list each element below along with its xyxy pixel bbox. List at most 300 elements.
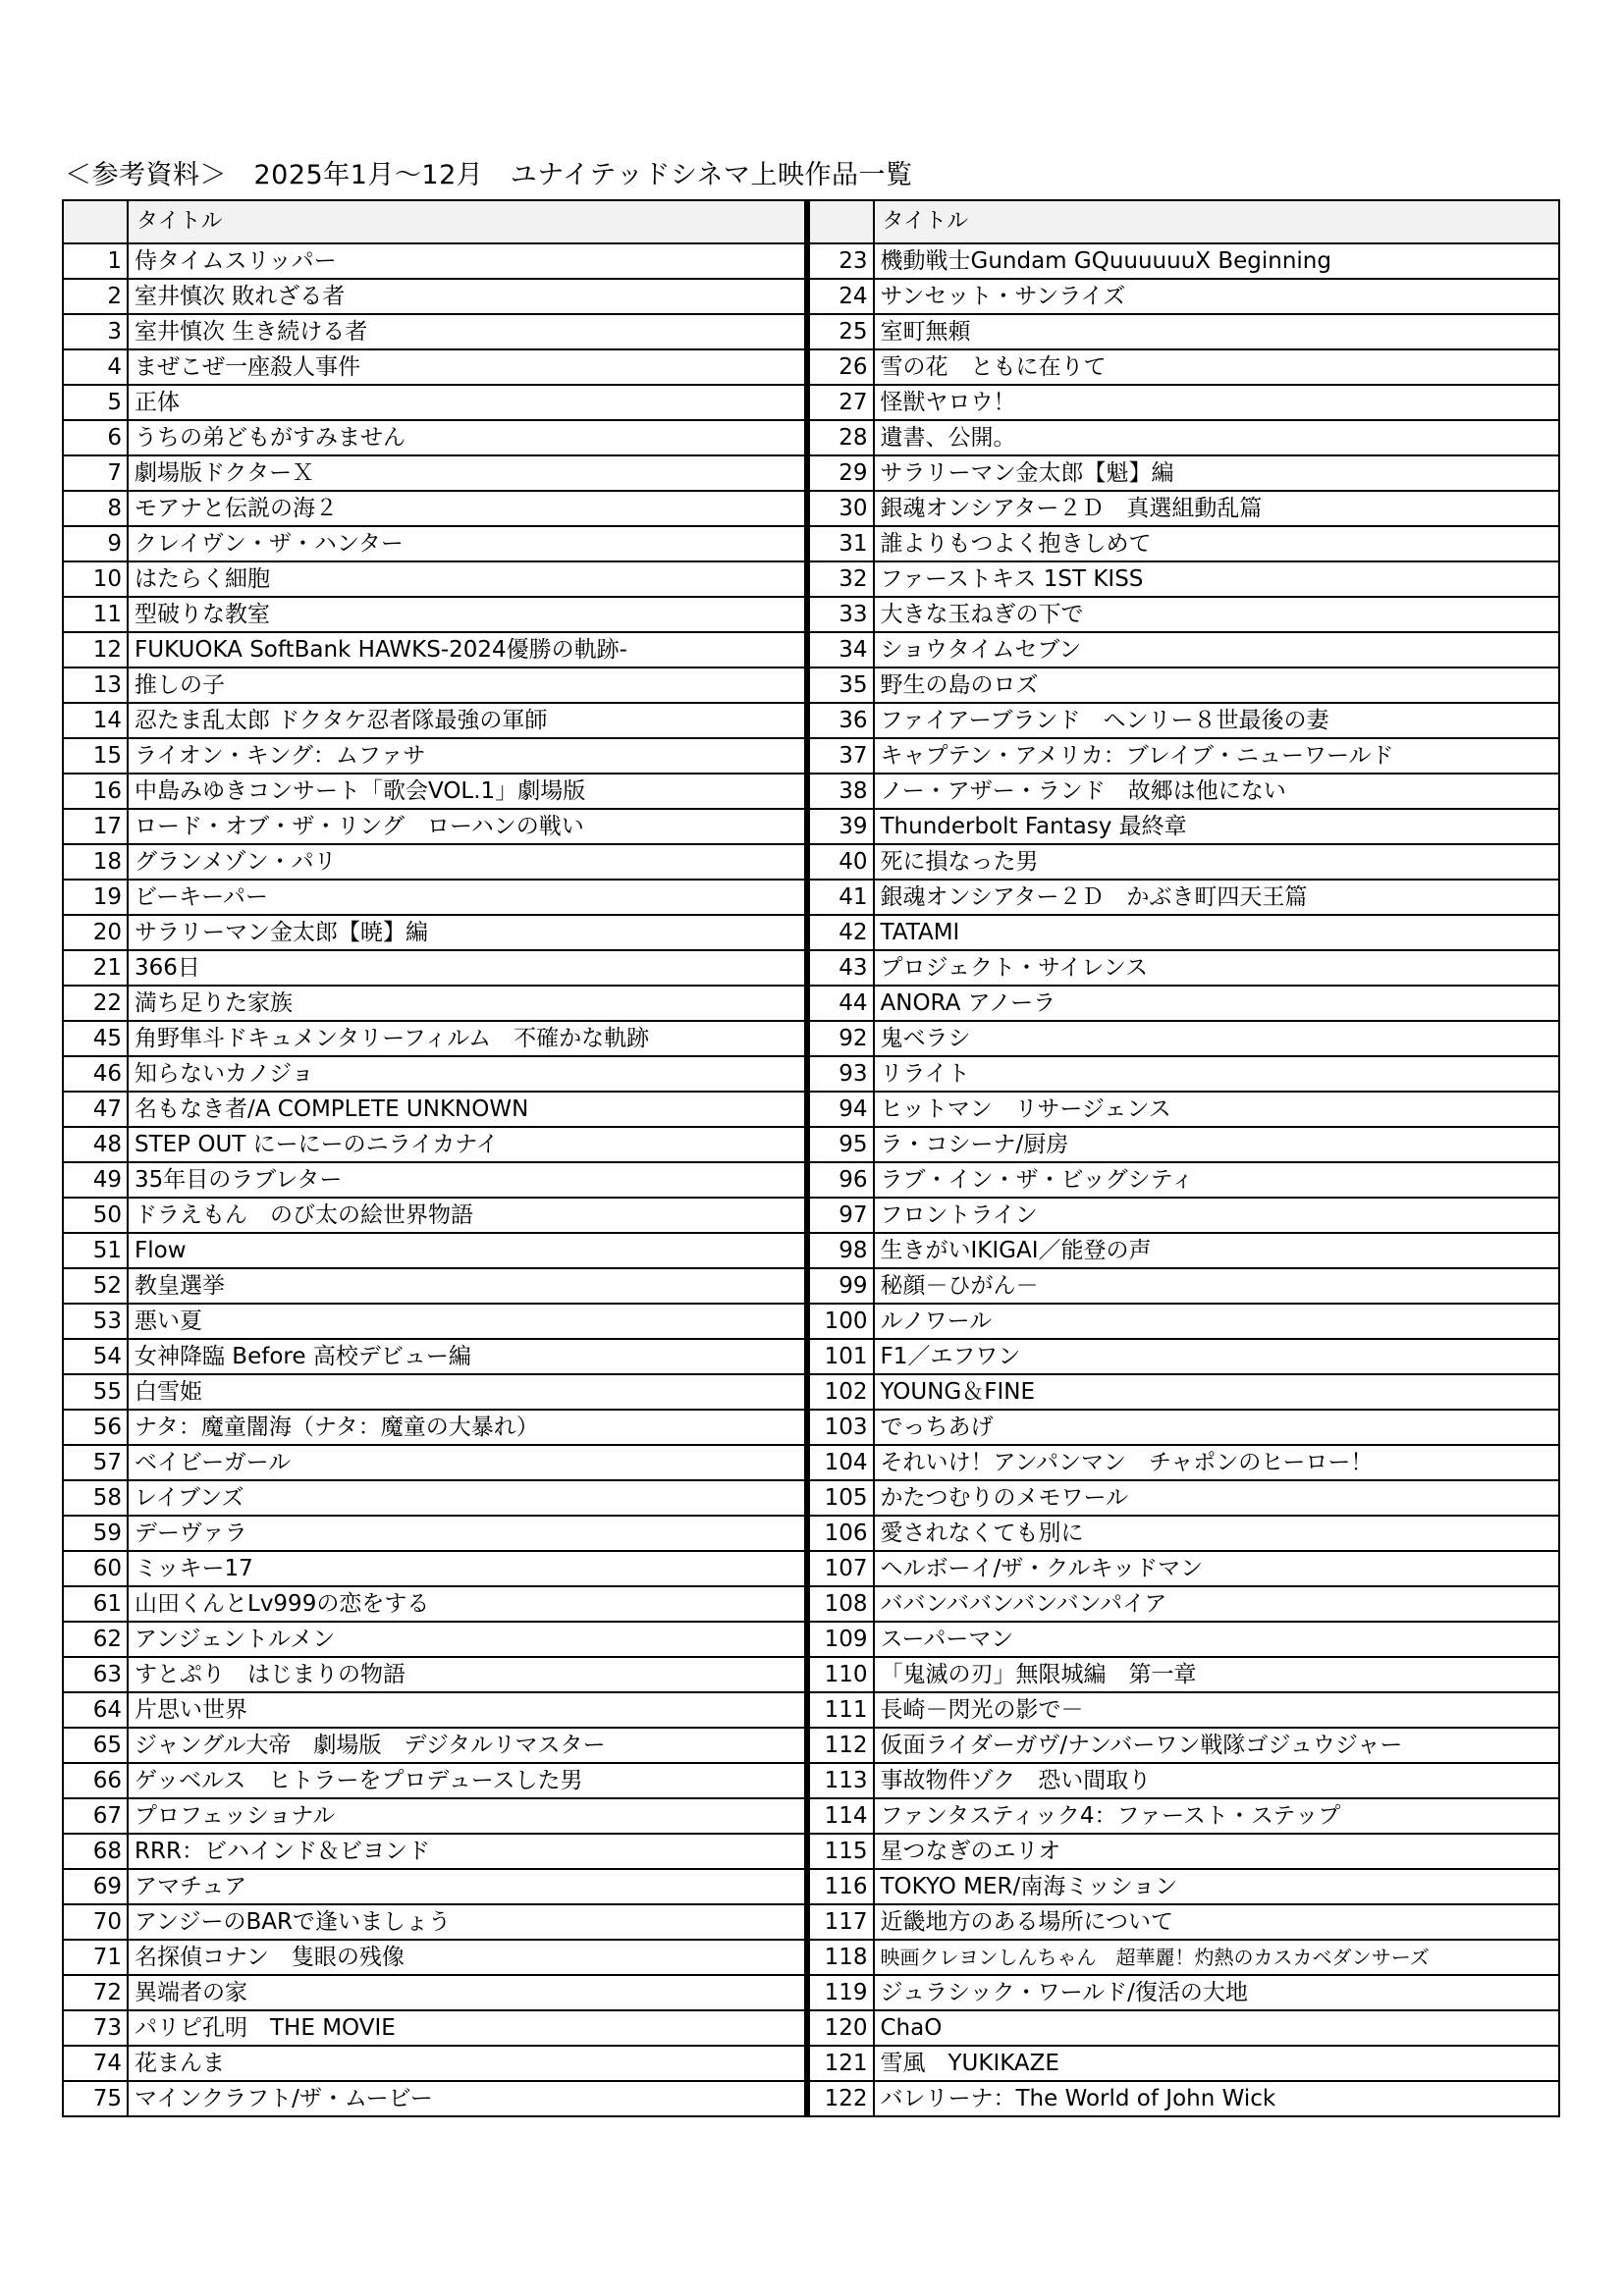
movie-title: キャプテン・アメリカ：ブレイブ・ニューワールド xyxy=(874,738,1560,774)
table-row xyxy=(63,420,806,455)
movie-title: 室町無頼 xyxy=(874,314,1560,349)
row-number: 116 xyxy=(809,1869,874,1904)
movie-title: 異端者の家 xyxy=(128,1975,806,2010)
row-number: 18 xyxy=(63,844,128,880)
table-row xyxy=(63,1551,806,1586)
table-row xyxy=(809,1869,1560,1904)
row-number: 15 xyxy=(63,738,128,774)
table-row xyxy=(809,2081,1560,2116)
row-number: 11 xyxy=(63,597,128,632)
row-number: 66 xyxy=(63,1763,128,1798)
movie-title: 女神降臨 Before 高校デビュー編 xyxy=(128,1339,806,1374)
movie-title: 白雪姫 xyxy=(128,1374,806,1410)
row-number: 21 xyxy=(63,950,128,986)
row-number: 6 xyxy=(63,420,128,455)
table-row xyxy=(63,1692,806,1728)
row-number: 42 xyxy=(809,915,874,950)
row-number: 36 xyxy=(809,703,874,738)
movie-title: すとぷり はじまりの物語 xyxy=(128,1657,806,1692)
row-number: 8 xyxy=(63,491,128,526)
table-row xyxy=(809,1445,1560,1480)
table-row xyxy=(63,597,806,632)
row-number: 103 xyxy=(809,1410,874,1445)
table-row xyxy=(63,1410,806,1445)
movie-title: Thunderbolt Fantasy 最終章 xyxy=(874,809,1560,844)
movie-title: 室井慎次 生き続ける者 xyxy=(128,314,806,349)
table-row xyxy=(809,1692,1560,1728)
row-number: 49 xyxy=(63,1162,128,1198)
row-number: 29 xyxy=(809,455,874,491)
row-number: 59 xyxy=(63,1516,128,1551)
table-row xyxy=(809,1162,1560,1198)
table-header-row xyxy=(63,200,806,243)
number-column-header xyxy=(809,200,874,243)
movie-title: 愛されなくても別に xyxy=(874,1516,1560,1551)
movie-title: 山田くんとLv999の恋をする xyxy=(128,1586,806,1622)
table-row xyxy=(809,1410,1560,1445)
movie-title: ゲッベルス ヒトラーをプロデュースした男 xyxy=(128,1763,806,1798)
row-number: 75 xyxy=(63,2081,128,2116)
row-number: 27 xyxy=(809,385,874,420)
table-row xyxy=(809,809,1560,844)
table-body-right xyxy=(809,243,1560,2116)
row-number: 53 xyxy=(63,1304,128,1339)
table-row xyxy=(809,526,1560,561)
movie-title: 悪い夏 xyxy=(128,1304,806,1339)
movie-title: F1／エフワン xyxy=(874,1339,1560,1374)
movie-title: ジュラシック・ワールド/復活の大地 xyxy=(874,1975,1560,2010)
movie-title: マインクラフト/ザ・ムービー xyxy=(128,2081,806,2116)
table-row xyxy=(63,1798,806,1834)
movie-title: 長崎－閃光の影で－ xyxy=(874,1692,1560,1728)
row-number: 104 xyxy=(809,1445,874,1480)
movie-title: でっちあげ xyxy=(874,1410,1560,1445)
row-number: 4 xyxy=(63,349,128,385)
movie-title: バレリーナ：The World of John Wick xyxy=(874,2081,1560,2116)
table-row xyxy=(809,2046,1560,2081)
movie-title: ファンタスティック4：ファースト・ステップ xyxy=(874,1798,1560,1834)
row-number: 48 xyxy=(63,1127,128,1162)
row-number: 9 xyxy=(63,526,128,561)
table-row xyxy=(809,1198,1560,1233)
table-row xyxy=(63,1622,806,1657)
movie-title: 事故物件ゾク 恐い間取り xyxy=(874,1763,1560,1798)
table-row xyxy=(63,385,806,420)
row-number: 61 xyxy=(63,1586,128,1622)
table-row xyxy=(809,1092,1560,1127)
table-row xyxy=(63,1445,806,1480)
row-number: 32 xyxy=(809,561,874,597)
movie-title: ANORA アノーラ xyxy=(874,986,1560,1021)
movie-title: 名もなき者/A COMPLETE UNKNOWN xyxy=(128,1092,806,1127)
row-number: 55 xyxy=(63,1374,128,1410)
table-row xyxy=(809,915,1560,950)
table-row xyxy=(809,491,1560,526)
row-number: 62 xyxy=(63,1622,128,1657)
movie-title: パリピ孔明 THE MOVIE xyxy=(128,2010,806,2046)
movie-title: ファーストキス 1ST KISS xyxy=(874,561,1560,597)
movie-title: アンジーのBARで逢いましょう xyxy=(128,1904,806,1940)
movie-title: ラブ・イン・ザ・ビッグシティ xyxy=(874,1162,1560,1198)
table-row xyxy=(809,1622,1560,1657)
row-number: 117 xyxy=(809,1904,874,1940)
table-row xyxy=(809,667,1560,703)
row-number: 73 xyxy=(63,2010,128,2046)
row-number: 118 xyxy=(809,1940,874,1975)
row-number: 68 xyxy=(63,1834,128,1869)
movie-title: TOKYO MER/南海ミッション xyxy=(874,1869,1560,1904)
row-number: 94 xyxy=(809,1092,874,1127)
movie-title: 片思い世界 xyxy=(128,1692,806,1728)
table-row xyxy=(63,1021,806,1056)
table-row xyxy=(63,1480,806,1516)
movie-title: かたつむりのメモワール xyxy=(874,1480,1560,1516)
table-row xyxy=(63,844,806,880)
table-row xyxy=(809,632,1560,667)
movie-title: ルノワール xyxy=(874,1304,1560,1339)
row-number: 74 xyxy=(63,2046,128,2081)
movie-title: 雪の花 ともに在りて xyxy=(874,349,1560,385)
movie-title: デーヴァラ xyxy=(128,1516,806,1551)
table-row xyxy=(809,880,1560,915)
table-row xyxy=(809,1374,1560,1410)
row-number: 46 xyxy=(63,1056,128,1092)
row-number: 30 xyxy=(809,491,874,526)
row-number: 33 xyxy=(809,597,874,632)
table-row xyxy=(63,2046,806,2081)
row-number: 98 xyxy=(809,1233,874,1268)
row-number: 20 xyxy=(63,915,128,950)
table-row xyxy=(809,1763,1560,1798)
number-column-header xyxy=(63,200,128,243)
row-number: 100 xyxy=(809,1304,874,1339)
movie-title: ロード・オブ・ザ・リング ローハンの戦い xyxy=(128,809,806,844)
row-number: 72 xyxy=(63,1975,128,2010)
row-number: 92 xyxy=(809,1021,874,1056)
movie-title: まぜこぜ一座殺人事件 xyxy=(128,349,806,385)
table-row xyxy=(63,314,806,349)
movie-title: 角野隼斗ドキュメンタリーフィルム 不確かな軌跡 xyxy=(128,1021,806,1056)
table-row xyxy=(809,738,1560,774)
title-column-header: タイトル xyxy=(874,200,1560,243)
movie-title: ライオン・キング：ムファサ xyxy=(128,738,806,774)
table-row xyxy=(809,703,1560,738)
table-row xyxy=(809,774,1560,809)
row-number: 60 xyxy=(63,1551,128,1586)
row-number: 105 xyxy=(809,1480,874,1516)
movie-title: RRR：ビハインド＆ビヨンド xyxy=(128,1834,806,1869)
row-number: 38 xyxy=(809,774,874,809)
row-number: 106 xyxy=(809,1516,874,1551)
row-number: 115 xyxy=(809,1834,874,1869)
row-number: 41 xyxy=(809,880,874,915)
row-number: 39 xyxy=(809,809,874,844)
row-number: 71 xyxy=(63,1940,128,1975)
row-number: 70 xyxy=(63,1904,128,1940)
row-number: 57 xyxy=(63,1445,128,1480)
table-row xyxy=(63,1834,806,1869)
movie-title: サラリーマン金太郎【魁】編 xyxy=(874,455,1560,491)
row-number: 23 xyxy=(809,243,874,279)
row-number: 14 xyxy=(63,703,128,738)
table-row xyxy=(809,349,1560,385)
movie-title: ChaO xyxy=(874,2010,1560,2046)
movie-title: ノー・アザー・ランド 故郷は他にない xyxy=(874,774,1560,809)
table-row xyxy=(809,1834,1560,1869)
movie-title: STEP OUT にーにーのニライカナイ xyxy=(128,1127,806,1162)
row-number: 58 xyxy=(63,1480,128,1516)
table-row xyxy=(63,1339,806,1374)
movie-title: 野生の島のロズ xyxy=(874,667,1560,703)
table-row xyxy=(63,1728,806,1763)
table-row xyxy=(809,597,1560,632)
table-row xyxy=(63,526,806,561)
movie-title: 35年目のラブレター xyxy=(128,1162,806,1198)
table-row xyxy=(63,349,806,385)
movie-title: サンセット・サンライズ xyxy=(874,279,1560,314)
table-row xyxy=(63,1268,806,1304)
table-row xyxy=(809,844,1560,880)
table-row xyxy=(63,1374,806,1410)
row-number: 56 xyxy=(63,1410,128,1445)
table-row xyxy=(809,1056,1560,1092)
movie-title: 「鬼滅の刃」無限城編 第一章 xyxy=(874,1657,1560,1692)
movie-title: 雪風 YUKIKAZE xyxy=(874,2046,1560,2081)
table-row xyxy=(809,243,1560,279)
table-row xyxy=(63,1586,806,1622)
table-row xyxy=(63,1904,806,1940)
table-row xyxy=(63,279,806,314)
row-number: 67 xyxy=(63,1798,128,1834)
row-number: 108 xyxy=(809,1586,874,1622)
table-row xyxy=(63,243,806,279)
row-number: 40 xyxy=(809,844,874,880)
table-row xyxy=(809,1657,1560,1692)
table-row xyxy=(63,1092,806,1127)
row-number: 28 xyxy=(809,420,874,455)
movie-title: 機動戦士Gundam GQuuuuuuX Beginning xyxy=(874,243,1560,279)
movie-title: 死に損なった男 xyxy=(874,844,1560,880)
row-number: 16 xyxy=(63,774,128,809)
table-row xyxy=(809,314,1560,349)
table-row xyxy=(809,1339,1560,1374)
row-number: 10 xyxy=(63,561,128,597)
row-number: 24 xyxy=(809,279,874,314)
movie-title: リライト xyxy=(874,1056,1560,1092)
table-row xyxy=(809,385,1560,420)
movie-title: YOUNG＆FINE xyxy=(874,1374,1560,1410)
table-row xyxy=(63,455,806,491)
row-number: 107 xyxy=(809,1551,874,1586)
table-row xyxy=(63,1975,806,2010)
movie-title: サラリーマン金太郎【暁】編 xyxy=(128,915,806,950)
row-number: 119 xyxy=(809,1975,874,2010)
row-number: 43 xyxy=(809,950,874,986)
row-number: 101 xyxy=(809,1339,874,1374)
row-number: 96 xyxy=(809,1162,874,1198)
row-number: 31 xyxy=(809,526,874,561)
movie-title: プロフェッショナル xyxy=(128,1798,806,1834)
movie-title: 映画クレヨンしんちゃん 超華麗！灼熱のカスカベダンサーズ xyxy=(874,1940,1560,1975)
table-row xyxy=(809,455,1560,491)
row-number: 111 xyxy=(809,1692,874,1728)
row-number: 54 xyxy=(63,1339,128,1374)
movie-title: モアナと伝説の海２ xyxy=(128,491,806,526)
table-row xyxy=(809,950,1560,986)
movie-title: 花まんま xyxy=(128,2046,806,2081)
table-row xyxy=(63,1304,806,1339)
row-number: 2 xyxy=(63,279,128,314)
table-row xyxy=(809,1798,1560,1834)
row-number: 113 xyxy=(809,1763,874,1798)
movie-title: スーパーマン xyxy=(874,1622,1560,1657)
row-number: 63 xyxy=(63,1657,128,1692)
row-number: 44 xyxy=(809,986,874,1021)
movie-title: ヘルボーイ/ザ・クルキッドマン xyxy=(874,1551,1560,1586)
row-number: 45 xyxy=(63,1021,128,1056)
movie-title: アンジェントルメン xyxy=(128,1622,806,1657)
movie-title: はたらく細胞 xyxy=(128,561,806,597)
row-number: 51 xyxy=(63,1233,128,1268)
page-title: ＜参考資料＞ 2025年1月～12月 ユナイテッドシネマ上映作品一覧 xyxy=(65,160,913,190)
movie-title: 型破りな教室 xyxy=(128,597,806,632)
table-row xyxy=(809,1516,1560,1551)
movie-title: 正体 xyxy=(128,385,806,420)
row-number: 13 xyxy=(63,667,128,703)
movie-title: 侍タイムスリッパー xyxy=(128,243,806,279)
movie-title: 銀魂オンシアター２Ｄ かぶき町四天王篇 xyxy=(874,880,1560,915)
movie-title: ジャングル大帝 劇場版 デジタルリマスター xyxy=(128,1728,806,1763)
row-number: 112 xyxy=(809,1728,874,1763)
row-number: 50 xyxy=(63,1198,128,1233)
movie-title: 知らないカノジョ xyxy=(128,1056,806,1092)
movie-title: 近畿地方のある場所について xyxy=(874,1904,1560,1940)
movie-title: 銀魂オンシアター２Ｄ 真選組動乱篇 xyxy=(874,491,1560,526)
table-row xyxy=(809,1304,1560,1339)
table-row xyxy=(63,703,806,738)
row-number: 5 xyxy=(63,385,128,420)
movie-title: ビーキーパー xyxy=(128,880,806,915)
table-row xyxy=(809,1551,1560,1586)
movie-title: 鬼ベラシ xyxy=(874,1021,1560,1056)
table-row xyxy=(63,1233,806,1268)
movie-title: 劇場版ドクターＸ xyxy=(128,455,806,491)
table-row xyxy=(63,2081,806,2116)
table-row xyxy=(63,2010,806,2046)
table-row xyxy=(63,491,806,526)
movie-title: 満ち足りた家族 xyxy=(128,986,806,1021)
movie-title: 秘顔－ひがん－ xyxy=(874,1268,1560,1304)
table-row xyxy=(809,1904,1560,1940)
row-number: 47 xyxy=(63,1092,128,1127)
row-number: 34 xyxy=(809,632,874,667)
table-row xyxy=(809,1233,1560,1268)
table-row xyxy=(63,561,806,597)
movie-title: TATAMI xyxy=(874,915,1560,950)
movie-title: ファイアーブランド ヘンリー８世最後の妻 xyxy=(874,703,1560,738)
movie-title: 大きな玉ねぎの下で xyxy=(874,597,1560,632)
table-row xyxy=(63,1763,806,1798)
row-number: 22 xyxy=(63,986,128,1021)
movie-title: ナタ：魔童闇海（ナタ：魔童の大暴れ） xyxy=(128,1410,806,1445)
movie-title: 室井慎次 敗れざる者 xyxy=(128,279,806,314)
movie-title: プロジェクト・サイレンス xyxy=(874,950,1560,986)
table-row xyxy=(809,279,1560,314)
row-number: 102 xyxy=(809,1374,874,1410)
table-row xyxy=(63,774,806,809)
table-row xyxy=(63,1940,806,1975)
table-row xyxy=(63,1127,806,1162)
row-number: 52 xyxy=(63,1268,128,1304)
movie-title: FUKUOKA SoftBank HAWKS-2024優勝の軌跡- xyxy=(128,632,806,667)
movie-title: クレイヴン・ザ・ハンター xyxy=(128,526,806,561)
row-number: 65 xyxy=(63,1728,128,1763)
row-number: 26 xyxy=(809,349,874,385)
table-row xyxy=(63,809,806,844)
titles-table-right xyxy=(807,199,1560,2117)
movie-title: ベイビーガール xyxy=(128,1445,806,1480)
movie-title: 中島みゆきコンサート「歌会VOL.1」劇場版 xyxy=(128,774,806,809)
row-number: 64 xyxy=(63,1692,128,1728)
row-number: 7 xyxy=(63,455,128,491)
row-number: 69 xyxy=(63,1869,128,1904)
table-row xyxy=(63,950,806,986)
movie-title: ドラえもん のび太の絵世界物語 xyxy=(128,1198,806,1233)
table-row xyxy=(63,667,806,703)
movie-title: フロントライン xyxy=(874,1198,1560,1233)
movie-title: ラ・コシーナ/厨房 xyxy=(874,1127,1560,1162)
movie-title: ババンババンバンバンパイア xyxy=(874,1586,1560,1622)
table-row xyxy=(63,880,806,915)
row-number: 97 xyxy=(809,1198,874,1233)
row-number: 3 xyxy=(63,314,128,349)
titles-table-left xyxy=(62,199,807,2117)
row-number: 121 xyxy=(809,2046,874,2081)
table-row xyxy=(63,1056,806,1092)
row-number: 120 xyxy=(809,2010,874,2046)
table-row xyxy=(63,1516,806,1551)
table-row xyxy=(809,1940,1560,1975)
table-row xyxy=(63,915,806,950)
table-row xyxy=(809,1728,1560,1763)
movie-title: ショウタイムセブン xyxy=(874,632,1560,667)
movie-title: レイブンズ xyxy=(128,1480,806,1516)
row-number: 95 xyxy=(809,1127,874,1162)
row-number: 37 xyxy=(809,738,874,774)
row-number: 35 xyxy=(809,667,874,703)
movie-title: ヒットマン リサージェンス xyxy=(874,1092,1560,1127)
movie-title: 怪獣ヤロウ！ xyxy=(874,385,1560,420)
row-number: 109 xyxy=(809,1622,874,1657)
table-row xyxy=(63,1198,806,1233)
row-number: 99 xyxy=(809,1268,874,1304)
row-number: 25 xyxy=(809,314,874,349)
movie-title: 366日 xyxy=(128,950,806,986)
movie-title: 生きがいIKIGAI／能登の声 xyxy=(874,1233,1560,1268)
row-number: 12 xyxy=(63,632,128,667)
movie-title: Flow xyxy=(128,1233,806,1268)
movie-title: 忍たま乱太郎 ドクタケ忍者隊最強の軍師 xyxy=(128,703,806,738)
table-row xyxy=(809,2010,1560,2046)
table-row xyxy=(809,1127,1560,1162)
table-row xyxy=(809,986,1560,1021)
movie-title: それいけ！アンパンマン チャポンのヒーロー！ xyxy=(874,1445,1560,1480)
table-row xyxy=(809,561,1560,597)
movie-title: 誰よりもつよく抱きしめて xyxy=(874,526,1560,561)
table-row xyxy=(809,1975,1560,2010)
row-number: 122 xyxy=(809,2081,874,2116)
movie-title: 推しの子 xyxy=(128,667,806,703)
